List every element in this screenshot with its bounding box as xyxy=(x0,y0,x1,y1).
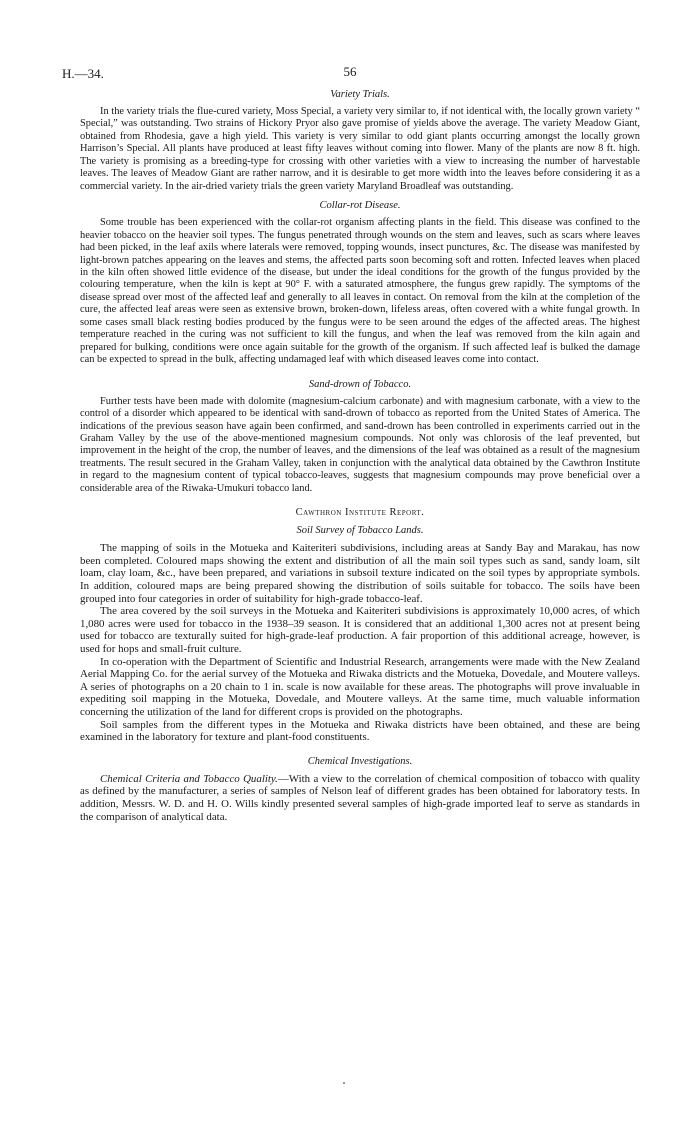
subheading-soil-survey: Soil Survey of Tobacco Lands. xyxy=(296,525,424,537)
body-column xyxy=(80,88,640,823)
paragraph-aerial-survey: In co-operation with the Department of Scientific and Industrial Research, arrangements were made with the New Zealand Aerial Mapping Co. for the aerial survey of the Motueka and Riwaka districts and the Motueka, Dovedale, and Moutere valleys. A series of photographs on a 20 chain to 1 in. scale is now available for these areas. The photographs will prove invaluable in expediting soil mapping in the Motueka, Dovedale, and Moutere valleys. At the same time, much valuable information concerning the utilization of the land for different crops is provided on the photographs. xyxy=(80,655,640,718)
page-mark xyxy=(343,1082,345,1084)
paragraph-chemical-criteria-text: —With a view to the correlation of chemical composition of tobacco with quality as defined by the manufacturer, a series of samples of Nelson leaf of different grades has been obtained for laboratory tests. In addition, Messrs. W. D. and H. O. Wills kindly presented several samples of high-grade imported leaf to serve as standards in the comparison of analytical data. xyxy=(80,772,640,823)
inline-title-chemical-criteria: Chemical Criteria and Tobacco Quality. xyxy=(100,772,278,785)
section-heading-collar-rot: Collar-rot Disease. xyxy=(319,200,401,212)
section-heading-sand-drown: Sand-drown of Tobacco. xyxy=(308,378,412,390)
section-heading-variety-trials: Variety Trials. xyxy=(330,89,390,100)
paragraph-variety-trials: In the variety trials the flue-cured variety, Moss Special, a variety very similar to, if not identical with, the locally grown variety “ Special,” was outstanding. Two strains of Hickory Pryor also gave promise of yields above the average. The variety Meadow Giant, obtained from Rhodesia, gave a high yield. This variety is very similar to odd giant plants occurring amongst the locally grown Harrison’s Special. All plants have produced at least fifty leaves without coming into flower. Many of the plants are now 8 ft. high. The variety is promising as a breeding-type for crossing with other varieties with a view to increasing the number of harvestable leaves. The leaves of Meadow Giant are rather narrow, and it is desirable to get more width into the leaves before considering it as a commercial variety. In the air-dried variety trials the green variety Maryland Broadleaf was outstanding. xyxy=(80,106,640,192)
section-heading-chemical-investigations: Chemical Investigations. xyxy=(307,755,413,767)
paragraph-sand-drown: Further tests have been made with dolomite (magnesium-calcium carbonate) and with magnesium carbonate, with a view to the control of a disorder which appeared to be identical with sand-drown of tobacco as reported from the United States of America. The indications of the previous season have again been confirmed, and sand-drown has been controlled in experiments carried out in the Graham Valley by the use of the above-mentioned magnesium compounds. Not only was chlorosis of the leaf prevented, but improvement in the height of the crop, the number of leaves, and the dimensions of the leaf was obtained as a result of the magnesium treatments. The result secured in the Graham Valley, taken in conjunction with the analytical data obtained by the Cawthron Institute in regard to the magnesium content of typical tobacco-leaves, suggests that magnesium compounds may prove beneficial over a considerable area of the Riwaka-Umukuri tobacco land. xyxy=(80,395,640,494)
paragraph-survey-area: The area covered by the soil surveys in the Motueka and Kaiteriteri subdivisions is approximately 10,000 acres, of which 1,080 acres were used for tobacco in the 1938–39 season. It is considered that an additional 1,300 acres not at present being used for tobacco are texturally suited for high-grade-leaf production. A fair proportion of this additional acreage, however, is used for hops and small-fruit culture. xyxy=(80,605,640,655)
paragraph-chemical-criteria xyxy=(80,773,640,823)
page-number: 56 xyxy=(343,64,357,79)
paragraph-soil-mapping: The mapping of soils in the Motueka and Kaiteriteri subdivisions, including areas at Sandy Bay and Marakau, has now been completed. Coloured maps showing the extent and distribution of all the main soil types such as sand, sandy loam, silt loam, clay loam, &c., have been prepared, and variations in subsoil texture indicated on the soil types by appropriate symbols. In addition, coloured maps are being prepared showing the distribution of soils suitable for tobacco. The soils have been grouped into four categories in order of suitability for high-grade tobacco-leaf. xyxy=(80,542,640,605)
section-heading-cawthron-report: Cawthron Institute Report. xyxy=(295,507,425,519)
report-reference: H.—34. xyxy=(62,66,104,81)
paragraph-collar-rot: Some trouble has been experienced with the collar-rot organism affecting plants in the field. This disease was confined to the heavier tobacco on the heavier soil types. The fungus penetrated through wounds on the stem and leaves, such as scars where leaves had been picked, in the leaf axils where laterals were removed, topping wounds, insect punctures, &c. The disease was manifested by light-brown patches appearing on the leaves and stems, the affected parts soon becoming soft and rotten. Infected leaves when placed in the kiln often showed little evidence of the disease, but under the ideal conditions for the growth of the fungus provided by the colouring temperature, when the kiln is kept at 90° F. with a saturated atmosphere, the fungus grew rapidly. The symptoms of the disease spread over most of the affected leaf and generally to all leaves in contact. On removal from the kiln at the completion of the cure, the affected leaf areas were seen as extensive brown, broken-down, lifeless areas, often covered with a white fungal growth. In some cases small black resting bodies produced by the fungus were to be seen around the edges of the affected areas. The highest temperature reached in the curing was not sufficient to kill the fungus, and when the leaf was removed from the kiln again and prepared for bulking, conditions were once again suitable for the growth of the organism. If such affected leaf is bulked the damage can be expected to spread in the bulk, affecting undamaged leaf with which diseased leaves come into contact. xyxy=(80,217,640,366)
paragraph-soil-samples: Soil samples from the different types in the Motueka and Riwaka districts have been obtained, and these are being examined in the laboratory for texture and plant-food constituents. xyxy=(80,718,640,744)
